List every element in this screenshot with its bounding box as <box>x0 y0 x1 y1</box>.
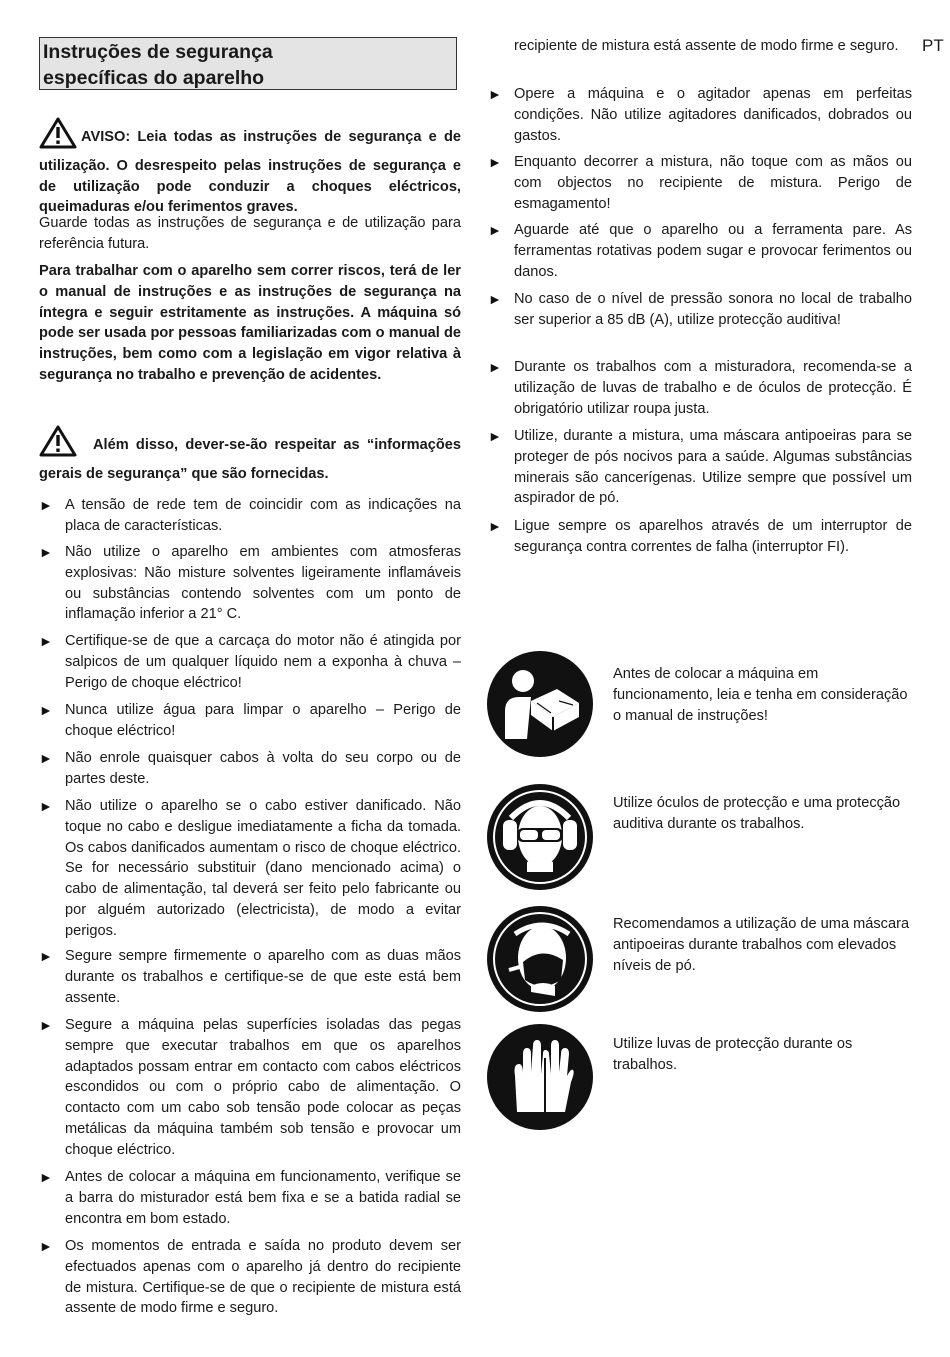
list-item: ► Opere a máquina e o agitador apenas em perfeitas condições. Não utilize agitadores danificados, dobrados ou gastos. <box>488 86 912 144</box>
section-title-line-2: específicas do aparelho <box>43 67 265 89</box>
warning-aviso-text: AVISO: Leia todas as instruções de segurança e de utilização. O desrespeito pelas instruções de segurança e de utilização pode conduzir a choques eléctricos, queimaduras e/ou ferimentos graves. <box>39 129 461 216</box>
bullet-arrow-icon: ► <box>488 222 502 238</box>
symbol-gloves-text: Utilize luvas de protecção durante os trabalhos. <box>613 1036 853 1073</box>
bullet-arrow-icon: ► <box>488 428 502 444</box>
list-item: ► Não utilize o aparelho se o cabo estiver danificado. Não toque no cabo e desligue imediatamente a ficha da tomada. Os cabos danificados aumentam o risco de choque eléctrico. Se for necessário substituir (dano mencionado acima) o cabo de alimentação, tal deverá ser feito pelo fabricante ou por alguém autorizado (electricista), de modo a evitar perigos. <box>39 798 461 939</box>
list-item: ► Nunca utilize água para limpar o aparelho – Perigo de choque eléctrico! <box>39 702 461 739</box>
gloves-icon <box>487 1024 593 1130</box>
symbol-read-manual-text: Antes de colocar a máquina em funcionamento, leia e tenha em consideração o manual de instruções! <box>613 666 908 724</box>
list-item: ► Aguarde até que o aparelho ou a ferramenta pare. As ferramentas rotativas podem sugar e provocar ferimentos ou danos. <box>488 222 912 280</box>
list-item: ► No caso de o nível de pressão sonora no local de trabalho ser superior a 85 dB (A), utilize protecção auditiva! <box>488 291 912 328</box>
bullet-arrow-icon: ► <box>488 359 502 375</box>
page-language: PT <box>922 36 944 55</box>
list-item: ► Não utilize o aparelho em ambientes com atmosferas explosivas: Não misture solventes ligeiramente inflamáveis ou substâncias contendo solventes com um ponto de inflamação inferior a 21° C. <box>39 544 461 623</box>
warning-triangle-icon <box>39 117 77 156</box>
bullet-arrow-icon: ► <box>488 86 502 102</box>
keep-instructions: Guarde todas as instruções de segurança e de utilização para referência futura. <box>39 215 461 252</box>
bullet-arrow-icon: ► <box>39 1017 53 1033</box>
list-item: ► Ligue sempre os aparelhos através de um interruptor de segurança contra correntes de falha (interruptor FI). <box>488 518 912 555</box>
section-title <box>39 37 457 90</box>
read-manual-icon <box>487 651 593 757</box>
list-item: ► Não enrole quaisquer cabos à volta do seu corpo ou de partes deste. <box>39 750 461 787</box>
list-item: ► Segure a máquina pelas superfícies isoladas das pegas sempre que executar trabalhos em que os aparelhos adaptados possam entrar em contacto com cabos eléctricos escondidos ou com o próprio cabo de alimentação. O contacto com um cabo sob tensão pode colocar as peças metálicas da máquina também sob tensão e provocar um choque eléctrico. <box>39 1017 461 1158</box>
bullet-arrow-icon: ► <box>488 291 502 307</box>
list-item: ► A tensão de rede tem de coincidir com as indicações na placa de características. <box>39 497 461 534</box>
warning-triangle-icon <box>39 425 77 464</box>
section-title-line-1: Instruções de segurança <box>43 41 273 63</box>
list-item: ► Antes de colocar a máquina em funcionamento, verifique se a barra do misturador está bem fixa e se a batida radial se encontra em bom estado. <box>39 1169 461 1227</box>
list-item-continuation: recipiente de mistura está assente de modo firme e seguro. <box>514 38 899 54</box>
warning-aviso <box>39 117 461 218</box>
bullet-arrow-icon: ► <box>39 1238 53 1254</box>
list-item: ► Utilize, durante a mistura, uma máscara antipoeiras para se proteger de pós nocivos para a saúde. Algumas substâncias minerais são cancerígenas. Utilize sempre que possível um aspirador de pó. <box>488 428 912 507</box>
safe-work-paragraph: Para trabalhar com o aparelho sem correr riscos, terá de ler o manual de instruções e as instruções de segurança na íntegra e seguir estritamente as instruções. A máquina só pode ser usada por pessoas familiarizadas com o manual de instruções, bem como com a legislação em vigor relativa à segurança no trabalho e prevenção de acidentes. <box>39 263 461 383</box>
warning-general-info <box>39 425 461 485</box>
dust-mask-icon <box>487 906 593 1012</box>
bullet-arrow-icon: ► <box>39 702 53 718</box>
goggles-ear-protection-icon <box>487 784 593 890</box>
bullet-arrow-icon: ► <box>488 518 502 534</box>
bullet-arrow-icon: ► <box>39 750 53 766</box>
bullet-arrow-icon: ► <box>39 497 53 513</box>
bullet-arrow-icon: ► <box>39 633 53 649</box>
list-item: ► Segure sempre firmemente o aparelho com as duas mãos durante os trabalhos e certifique-se de que este está bem assente. <box>39 948 461 1006</box>
bullet-arrow-icon: ► <box>39 948 53 964</box>
bullet-arrow-icon: ► <box>39 544 53 560</box>
list-item: ► Certifique-se de que a carcaça do motor não é atingida por salpicos de um qualquer líquido nem a exponha à chuva – Perigo de choque eléctrico! <box>39 633 461 691</box>
symbol-dust-mask-text: Recomendamos a utilização de uma máscara antipoeiras durante trabalhos com elevados níveis de pó. <box>613 916 910 974</box>
list-item: ► Os momentos de entrada e saída no produto devem ser efectuados apenas com o aparelho já dentro do recipiente de mistura. Certifique-se de que o recipiente de mistura está assente de modo firme e seguro. <box>39 1238 461 1317</box>
bullet-arrow-icon: ► <box>488 154 502 170</box>
symbol-goggles-text: Utilize óculos de protecção e uma protecção auditiva durante os trabalhos. <box>613 795 901 832</box>
bullet-arrow-icon: ► <box>39 798 53 814</box>
list-item: ► Enquanto decorrer a mistura, não toque com as mãos ou com objectos no recipiente de mistura. Perigo de esmagamento! <box>488 154 912 212</box>
warning-general-info-text: Além disso, dever-se-ão respeitar as “informações gerais de segurança” que são fornecidas. <box>39 437 461 482</box>
list-item: ► Durante os trabalhos com a misturadora, recomenda-se a utilização de luvas de trabalho e de óculos de protecção. É obrigatório utilizar roupa justa. <box>488 359 912 417</box>
bullet-arrow-icon: ► <box>39 1169 53 1185</box>
